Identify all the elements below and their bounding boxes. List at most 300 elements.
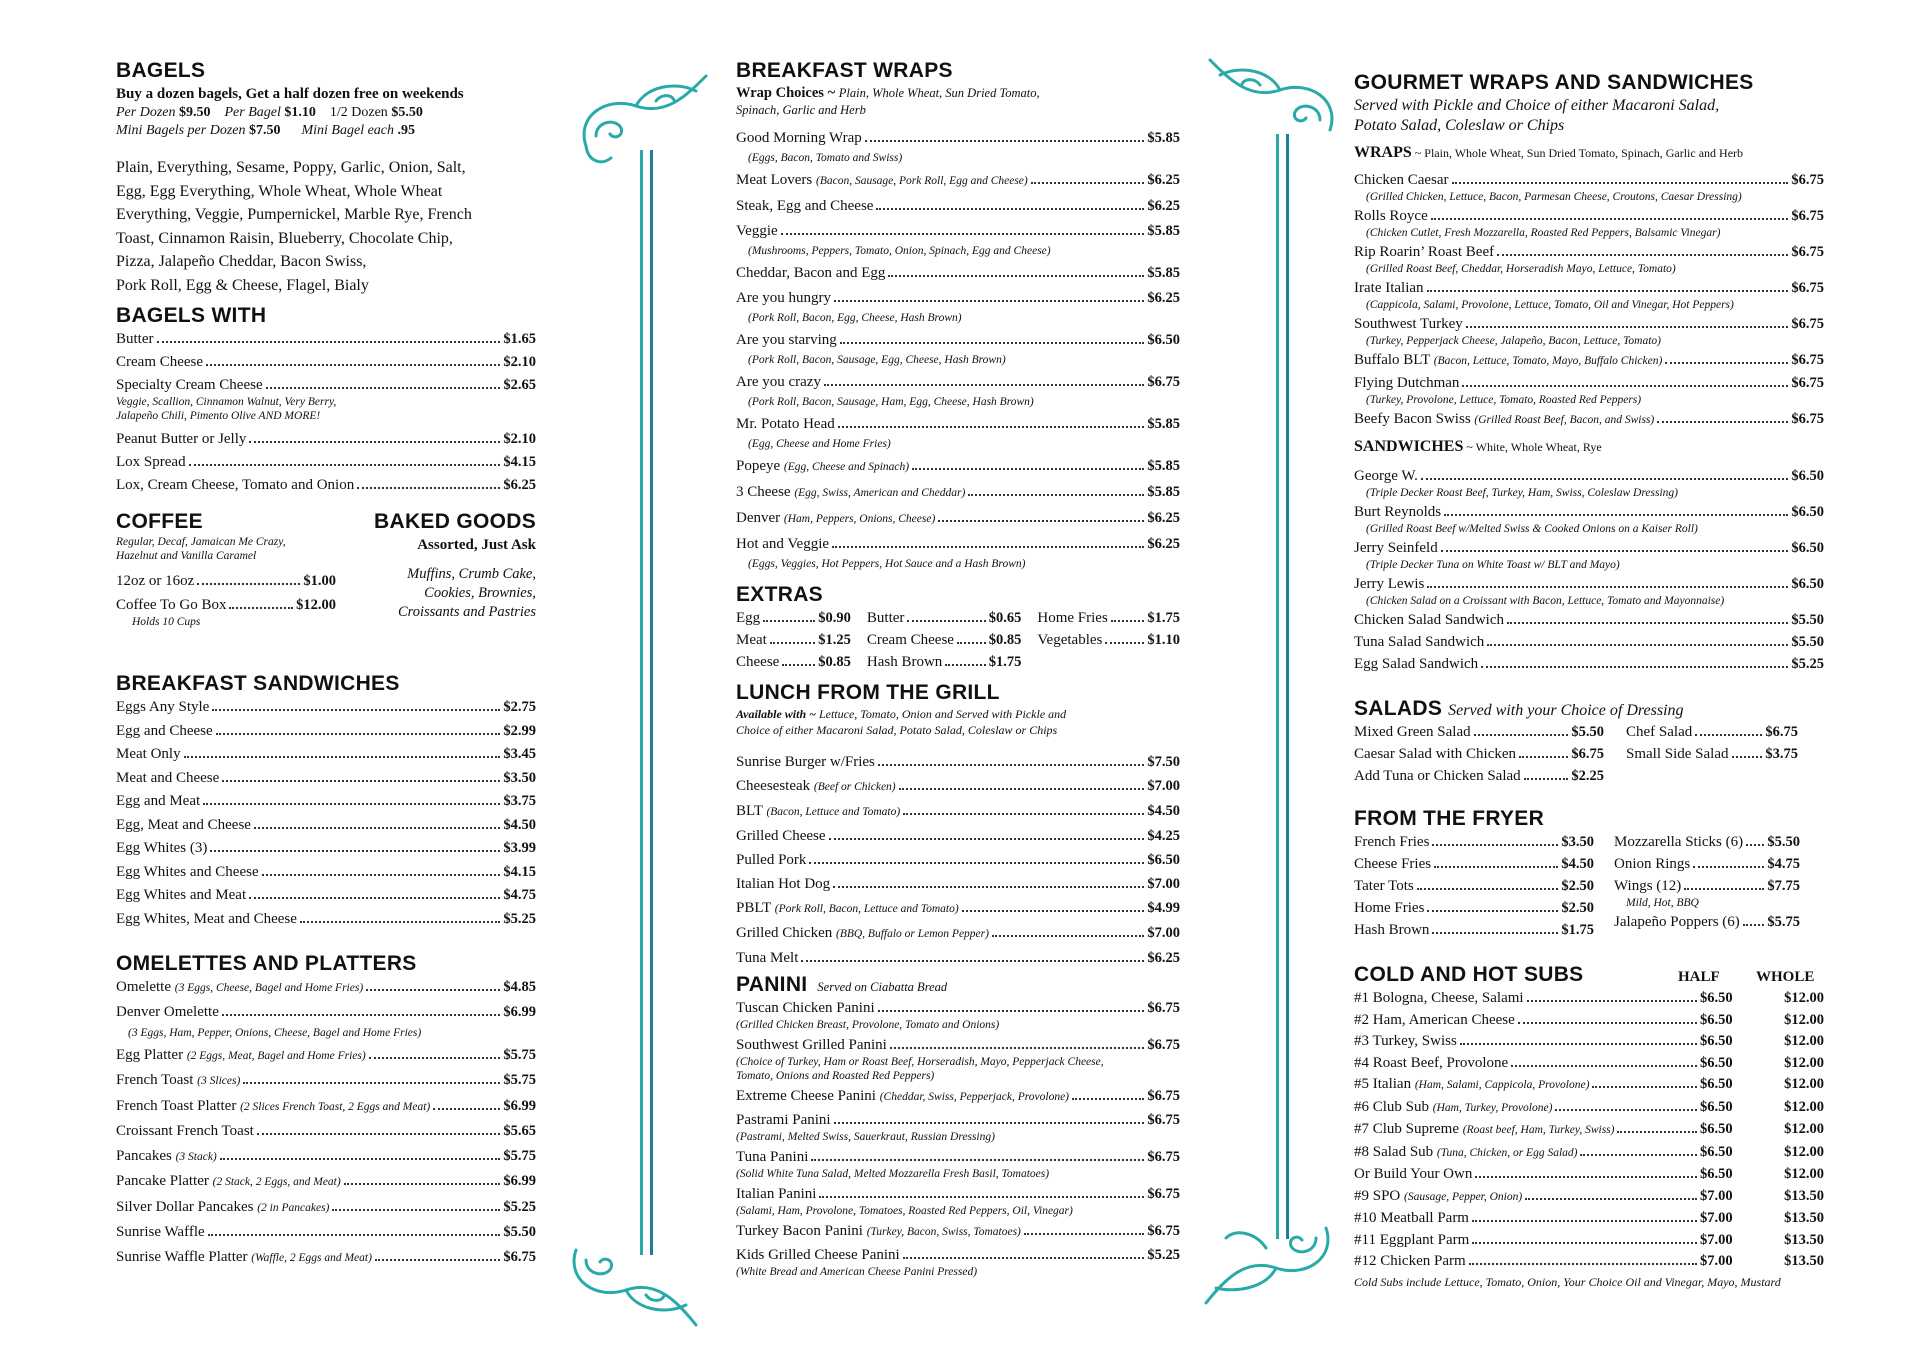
item-price: $4.85	[503, 978, 536, 995]
list-item: Lox, Cream Cheese, Tomato and Onion $6.25	[116, 477, 536, 493]
leader-dots	[243, 1082, 500, 1084]
leader-dots	[1031, 182, 1145, 184]
item-name: #1 Bologna, Cheese, Salami	[1354, 990, 1524, 1006]
item-name: Mixed Green Salad	[1354, 724, 1471, 740]
grid-column	[1626, 722, 1798, 786]
item-name: Add Tuna or Chicken Salad	[1354, 768, 1521, 784]
whole-label: WHOLE	[1756, 969, 1815, 985]
item-name: Small Side Salad	[1626, 746, 1729, 762]
item-name: Burt Reynolds	[1354, 504, 1442, 520]
list-item	[736, 1184, 1180, 1204]
item-note: (Turkey, Pepperjack Cheese, Jalapeño, Bacon, Lettuce, Tomato)	[1366, 335, 1661, 347]
leader-dots	[890, 1047, 1145, 1049]
item-price: $5.25	[1791, 656, 1824, 672]
leader-dots	[1519, 756, 1568, 758]
item-name: Cheese	[736, 654, 780, 670]
baked-subtitle: Assorted, Just Ask	[417, 537, 536, 553]
item-name: Hash Brown	[1354, 922, 1430, 938]
list-item	[736, 776, 1180, 797]
leader-dots	[1617, 1131, 1697, 1133]
leader-dots	[208, 1234, 501, 1236]
item-price: $6.75	[1791, 316, 1824, 332]
list-item	[1354, 766, 1604, 786]
item-note: Veggie, Scallion, Cinnamon Walnut, Very Berry,	[116, 396, 337, 408]
item-price: $5.25	[503, 1198, 536, 1215]
item-name: Denver (Ham, Peppers, Onions, Cheese)	[736, 510, 936, 526]
item-price: $0.90	[818, 610, 851, 626]
half-price: $6.50	[1700, 990, 1733, 1006]
item-name: Silver Dollar Pancakes (2 in Pancakes)	[116, 1198, 330, 1215]
section-title-bagels-with: BAGELS WITH	[116, 304, 267, 327]
whole-price: $12.00	[1784, 1098, 1824, 1115]
grid-column	[867, 608, 1022, 672]
item-name: French Fries	[1354, 834, 1430, 850]
leader-dots	[1695, 734, 1762, 736]
bagels-price-line: Per Dozen $9.50 Per Bagel $1.10 1/2 Dozen $5.50	[116, 105, 423, 120]
coffee-desc: Regular, Decaf, Jamaican Me Crazy,	[116, 536, 286, 548]
leader-dots	[433, 1108, 500, 1110]
item-name: Hot and Veggie	[736, 536, 830, 552]
item-name: Italian Hot Dog	[736, 876, 831, 892]
list-item	[867, 652, 1022, 672]
leader-dots	[1555, 1109, 1697, 1111]
salads-header	[1354, 696, 1824, 722]
leader-dots	[1743, 924, 1765, 926]
leader-dots	[811, 1159, 1144, 1161]
leader-dots	[938, 520, 1144, 522]
grid-column	[1037, 608, 1180, 672]
item-name: Egg Whites, Meat and Cheese	[116, 910, 297, 927]
leader-dots	[1105, 642, 1144, 644]
leader-dots	[375, 1259, 500, 1261]
list-item: Butter $1.65	[116, 331, 536, 347]
item-price: $7.00	[1147, 925, 1180, 941]
item-name: Omelette (3 Eggs, Cheese, Bagel and Home Fries)	[116, 978, 364, 995]
list-item	[736, 1221, 1180, 1242]
leader-dots	[257, 1133, 501, 1135]
whole-price: $13.50	[1784, 1253, 1824, 1269]
whole-price: $12.00	[1784, 990, 1824, 1006]
section-title-baked-goods: BAKED GOODS	[374, 510, 536, 533]
leader-dots	[801, 960, 1144, 962]
item-price: $2.99	[503, 722, 536, 739]
item-price: $5.50	[1571, 724, 1604, 740]
item-price: $5.50	[1767, 834, 1800, 850]
item-note: Holds 10 Cups	[132, 616, 201, 628]
item-note: (Chicken Cutlet, Fresh Mozzarella, Roasted Red Peppers, Balsamic Vinegar)	[1366, 227, 1721, 239]
leader-dots	[1469, 1263, 1697, 1265]
item-name: Mozzarella Sticks (6)	[1614, 834, 1744, 850]
list-item	[116, 909, 536, 929]
item-price: $5.85	[1147, 223, 1180, 239]
divider-line	[650, 150, 653, 1255]
leader-dots	[249, 897, 500, 899]
item-note: (Pork Roll, Bacon, Egg, Cheese, Hash Brown)	[748, 312, 962, 324]
list-item	[1354, 1251, 1824, 1271]
list-item	[736, 608, 851, 628]
leader-dots	[1511, 1065, 1697, 1067]
half-price: $6.50	[1700, 1143, 1733, 1160]
item-price: $5.85	[1147, 130, 1180, 146]
item-price: $5.50	[1791, 634, 1824, 650]
item-note: (Pork Roll, Bacon, Sausage, Egg, Cheese, Hash Brown)	[748, 354, 1006, 366]
bagels-promo: Buy a dozen bagels, Get a half dozen free on weekends	[116, 86, 464, 102]
list-item	[736, 196, 1180, 216]
leader-dots	[1472, 1220, 1697, 1222]
leader-dots	[1421, 478, 1788, 480]
coffee-desc: Hazelnut and Vanilla Caramel	[116, 550, 257, 562]
list-item	[736, 652, 851, 672]
lunch-grill-list	[736, 752, 1180, 968]
item-name: Pastrami Panini	[736, 1112, 831, 1128]
list-item	[116, 1045, 536, 1066]
list-item	[1614, 876, 1800, 896]
item-name: Grilled Chicken (BBQ, Buffalo or Lemon Pepper)	[736, 925, 989, 941]
item-price: $4.15	[503, 863, 536, 880]
leader-dots	[899, 788, 1145, 790]
item-note: (Solid White Tuna Salad, Melted Mozzarella Fresh Basil, Tomatoes)	[736, 1168, 1050, 1180]
item-price: $3.75	[1765, 746, 1798, 762]
item-price: $6.50	[1791, 540, 1824, 556]
item-price: $6.75	[1147, 1088, 1180, 1104]
leader-dots	[1507, 622, 1788, 624]
whole-price: $12.00	[1784, 1121, 1824, 1137]
half-price: $6.50	[1700, 1121, 1733, 1137]
leader-dots	[832, 546, 1144, 548]
item-name: Italian Panini	[736, 1186, 817, 1202]
whole-price: $13.50	[1784, 1210, 1824, 1226]
whole-price: $13.50	[1784, 1187, 1824, 1204]
item-note: (3 Eggs, Ham, Pepper, Onions, Cheese, Bagel and Home Fries)	[128, 1027, 422, 1039]
item-price: $6.75	[503, 1248, 536, 1265]
section-title-omelettes: OMELETTES AND PLATTERS	[116, 951, 417, 975]
leader-dots	[220, 1158, 501, 1160]
leader-dots	[1427, 586, 1788, 588]
leader-dots	[1497, 254, 1788, 256]
list-item	[1354, 1230, 1824, 1250]
list-item	[1354, 1186, 1824, 1207]
list-item	[736, 1245, 1180, 1265]
item-name: Onion Rings	[1614, 856, 1691, 872]
list-item	[1614, 832, 1800, 852]
whole-price: $12.00	[1784, 1011, 1824, 1028]
leader-dots	[300, 921, 500, 923]
item-name: Tuna Melt	[736, 950, 799, 966]
omelettes-list	[116, 977, 536, 1268]
leader-dots	[216, 733, 501, 735]
item-name: Popeye (Egg, Cheese and Spinach)	[736, 458, 910, 474]
leader-dots	[834, 1122, 1145, 1124]
leader-dots	[829, 838, 1145, 840]
divider-line	[640, 150, 643, 1255]
item-name: #4 Roast Beef, Provolone	[1354, 1054, 1509, 1071]
list-item	[116, 862, 536, 882]
leader-dots	[1693, 866, 1764, 868]
item-price: $4.50	[1147, 803, 1180, 819]
extras-grid	[736, 608, 1180, 672]
item-price: $7.75	[1767, 878, 1800, 894]
item-name: Steak, Egg and Cheese	[736, 198, 874, 214]
leader-dots	[1444, 514, 1788, 516]
leader-dots	[957, 642, 986, 644]
item-price: $6.75	[1147, 1223, 1180, 1239]
item-name: Good Morning Wrap	[736, 130, 862, 146]
list-item	[116, 721, 536, 741]
item-note: (Grilled Roast Beef w/Melted Swiss & Cooked Onions on a Kaiser Roll)	[1366, 523, 1698, 535]
item-name: #8 Salad Sub (Tuna, Chicken, or Egg Salad)	[1354, 1143, 1578, 1160]
item-name: Cheese Fries	[1354, 856, 1432, 872]
list-item: Peanut Butter or Jelly $2.10	[116, 431, 536, 447]
item-name: Veggie	[736, 223, 778, 239]
half-price: $6.50	[1700, 1076, 1733, 1092]
item-price: $6.75	[1147, 1149, 1180, 1165]
list-item	[116, 1121, 536, 1141]
leader-dots	[1472, 1242, 1697, 1244]
list-item: Lox Spread $4.15	[116, 454, 536, 470]
section-title-coffee: COFFEE	[116, 510, 203, 533]
item-price: $5.65	[503, 1123, 536, 1139]
item-price: $5.25	[1147, 1247, 1180, 1263]
subs-footer: Cold Subs include Lettuce, Tomato, Onion, Your Choice Oil and Vinegar, Mayo, Mustard	[1354, 1275, 1781, 1289]
item-price: $1.75	[1561, 922, 1594, 938]
item-name: Extreme Cheese Panini (Cheddar, Swiss, Pepperjack, Provolone)	[736, 1088, 1070, 1104]
whole-price: $12.00	[1784, 1143, 1824, 1160]
list-item	[116, 838, 536, 858]
item-price: $6.75	[1147, 1000, 1180, 1016]
whole-price: $12.00	[1784, 1076, 1824, 1092]
baked-line: Muffins, Crumb Cake,	[407, 566, 536, 582]
leader-dots	[1475, 1176, 1697, 1178]
list-item	[116, 697, 536, 717]
list-item	[1354, 206, 1824, 226]
item-name: Hash Brown	[866, 654, 943, 670]
item-name: Meat and Cheese	[116, 769, 220, 786]
column-right	[1354, 70, 1824, 1289]
leader-dots	[903, 813, 1144, 815]
leader-dots	[1432, 844, 1558, 846]
item-name: Cheddar, Bacon and Egg	[736, 265, 886, 281]
item-price: $6.25	[1147, 172, 1180, 188]
item-name: Jerry Lewis	[1354, 576, 1425, 592]
list-item	[736, 898, 1180, 919]
section-title-gourmet: GOURMET WRAPS AND SANDWICHES	[1354, 71, 1754, 94]
half-price: $7.00	[1700, 1187, 1733, 1204]
half-price: $7.00	[1700, 1253, 1733, 1269]
list-item	[1354, 744, 1604, 764]
leader-dots	[838, 426, 1145, 428]
list-item	[736, 998, 1180, 1018]
item-price: $3.75	[503, 793, 536, 809]
item-note: (White Bread and American Cheese Panini Pressed)	[736, 1266, 978, 1278]
baked-line: Croissants and Pastries	[397, 604, 536, 620]
list-item	[736, 372, 1180, 392]
item-note: (Grilled Chicken Breast, Provolone, Tomato and Onions)	[736, 1019, 1000, 1031]
list-item	[1354, 832, 1594, 852]
leader-dots	[332, 1209, 500, 1211]
item-name: #6 Club Sub (Ham, Turkey, Provolone)	[1354, 1098, 1553, 1115]
list-item	[1354, 1097, 1824, 1118]
item-price: $1.75	[1147, 610, 1180, 626]
grid-column	[1354, 832, 1594, 940]
list-item	[1354, 1053, 1824, 1073]
item-price: $6.25	[1147, 510, 1180, 526]
grid-column	[1614, 832, 1800, 940]
item-name: Meat Only	[116, 746, 181, 762]
item-name: Home Fries	[1354, 900, 1425, 916]
list-item	[1354, 1074, 1824, 1095]
list-item	[867, 608, 1022, 628]
item-price: $5.50	[1791, 612, 1824, 628]
list-item	[116, 1197, 536, 1218]
item-price: $5.85	[1147, 484, 1180, 500]
item-price: $5.75	[503, 1046, 536, 1063]
leader-dots	[1441, 550, 1789, 552]
breakfast-wraps-list	[736, 128, 1180, 571]
item-price: $2.50	[1561, 878, 1594, 894]
leader-dots	[819, 1196, 1144, 1198]
sandwiches-header: SANDWICHES ~ White, Whole Wheat, Rye	[1354, 438, 1602, 455]
leader-dots	[912, 468, 1144, 470]
list-item	[736, 752, 1180, 772]
list-item	[1354, 988, 1824, 1008]
item-note: (Pastrami, Melted Swiss, Sauerkraut, Russian Dressing)	[736, 1131, 995, 1143]
list-item	[736, 826, 1180, 846]
item-price: $6.50	[1147, 852, 1180, 868]
item-price: $6.50	[1791, 468, 1824, 484]
leader-dots	[840, 342, 1145, 344]
item-name: Buffalo BLT (Bacon, Lettuce, Tomato, Mayo, Buffalo Chicken)	[1354, 352, 1663, 368]
list-item	[1354, 1119, 1824, 1140]
item-price: $6.75	[1147, 1037, 1180, 1053]
item-name: Wings (12)	[1614, 878, 1682, 894]
list-item	[1354, 1208, 1824, 1228]
item-price: $3.99	[503, 840, 536, 856]
item-note: (Triple Decker Tuna on White Toast w/ BLT and Mayo)	[1366, 559, 1620, 571]
flourish-icon	[1196, 1208, 1346, 1318]
item-name: Sunrise Waffle	[116, 1224, 205, 1240]
list-item	[736, 221, 1180, 241]
item-note: (Salami, Ham, Provolone, Tomatoes, Roasted Red Peppers, Oil, Vinegar)	[736, 1205, 1073, 1217]
leader-dots	[865, 140, 1145, 142]
list-item	[1354, 632, 1824, 652]
item-price: $6.50	[1791, 504, 1824, 520]
item-price: $5.85	[1147, 416, 1180, 432]
leader-dots	[1072, 1098, 1144, 1100]
list-item	[736, 414, 1180, 434]
item-price: $7.00	[1147, 876, 1180, 892]
list-item	[1354, 350, 1824, 371]
half-price: $6.50	[1700, 1098, 1733, 1115]
list-item	[1626, 744, 1798, 764]
leader-dots	[1432, 932, 1558, 934]
item-note: Mild, Hot, BBQ	[1626, 897, 1699, 909]
whole-price: $12.00	[1784, 1054, 1824, 1071]
item-name: Or Build Your Own	[1354, 1166, 1473, 1182]
item-name: Sunrise Burger w/Fries	[736, 754, 875, 770]
leader-dots	[1746, 844, 1764, 846]
item-name: Are you crazy	[736, 374, 821, 390]
leader-dots	[878, 1010, 1145, 1012]
item-name: Chef Salad	[1626, 724, 1693, 740]
item-note: (Egg, Cheese and Home Fries)	[748, 438, 891, 450]
half-price: $6.50	[1700, 1054, 1733, 1071]
item-name: Rolls Royce	[1354, 208, 1428, 224]
list-item	[116, 744, 536, 764]
list-item	[1354, 876, 1594, 896]
half-price: $6.50	[1700, 1166, 1733, 1182]
item-price: $2.75	[503, 699, 536, 715]
list-item	[1354, 242, 1824, 262]
item-price: $2.25	[1571, 768, 1604, 784]
leader-dots	[1684, 888, 1764, 890]
item-name: Kids Grilled Cheese Panini	[736, 1247, 900, 1263]
item-name: Are you hungry	[736, 290, 831, 306]
item-name: #7 Club Supreme (Roast beef, Ham, Turkey, Swiss)	[1354, 1121, 1615, 1137]
leader-dots	[1024, 1233, 1144, 1235]
leader-dots	[1592, 1086, 1697, 1088]
list-item	[116, 815, 536, 835]
item-price: $5.85	[1147, 458, 1180, 474]
item-name: Jalapeño Poppers (6)	[1614, 914, 1740, 930]
item-name: Tuscan Chicken Panini	[736, 1000, 875, 1016]
leader-dots	[876, 208, 1144, 210]
leader-dots	[782, 664, 815, 666]
leader-dots	[824, 384, 1144, 386]
list-item	[736, 1086, 1180, 1107]
leader-dots	[903, 1257, 1145, 1259]
leader-dots	[1657, 421, 1788, 423]
item-price: $6.75	[1147, 1112, 1180, 1128]
baked-goods-section	[356, 509, 536, 629]
section-title-fryer: FROM THE FRYER	[1354, 807, 1545, 830]
list-item	[116, 1222, 536, 1242]
list-item	[1354, 1164, 1824, 1184]
list-item	[867, 630, 1022, 650]
leader-dots	[763, 620, 815, 622]
item-name: #12 Chicken Parm	[1354, 1253, 1466, 1269]
list-item	[736, 923, 1180, 944]
leader-dots	[1111, 620, 1145, 622]
item-name: #9 SPO (Sausage, Pepper, Onion)	[1354, 1187, 1523, 1204]
item-name: French Toast (3 Slices)	[116, 1072, 241, 1088]
list-item	[736, 850, 1180, 870]
column-middle	[736, 58, 1180, 1279]
whole-price: $12.00	[1784, 1033, 1824, 1049]
list-item	[736, 874, 1180, 894]
leader-dots	[770, 642, 815, 644]
item-price: $4.99	[1147, 900, 1180, 916]
item-price: $5.75	[503, 1072, 536, 1088]
section-title-panini: PANINI	[736, 973, 808, 996]
list-item: 12oz or 16oz $1.00	[116, 573, 336, 589]
item-name: Sunrise Waffle Platter (Waffle, 2 Eggs and Meat)	[116, 1248, 372, 1265]
list-item	[736, 128, 1180, 148]
list-item	[1354, 574, 1824, 594]
item-name: Caesar Salad with Chicken	[1354, 746, 1517, 762]
item-name: French Toast Platter (2 Slices French Toast, 2 Eggs and Meat)	[116, 1097, 431, 1114]
gourmet-sandwiches-list	[1354, 466, 1824, 674]
list-item	[116, 1002, 536, 1022]
baked-line: Cookies, Brownies,	[424, 585, 536, 601]
item-price: $6.75	[1791, 208, 1824, 224]
leader-dots	[968, 494, 1144, 496]
item-note: (Cappicola, Salami, Provolone, Lettuce, Tomato, Oil and Vinegar, Hot Peppers)	[1366, 299, 1734, 311]
item-name: Egg and Cheese	[116, 722, 213, 739]
item-name: Tuna Panini	[736, 1149, 809, 1165]
leader-dots	[222, 1014, 501, 1016]
leader-dots	[262, 874, 501, 876]
list-item	[736, 170, 1180, 191]
